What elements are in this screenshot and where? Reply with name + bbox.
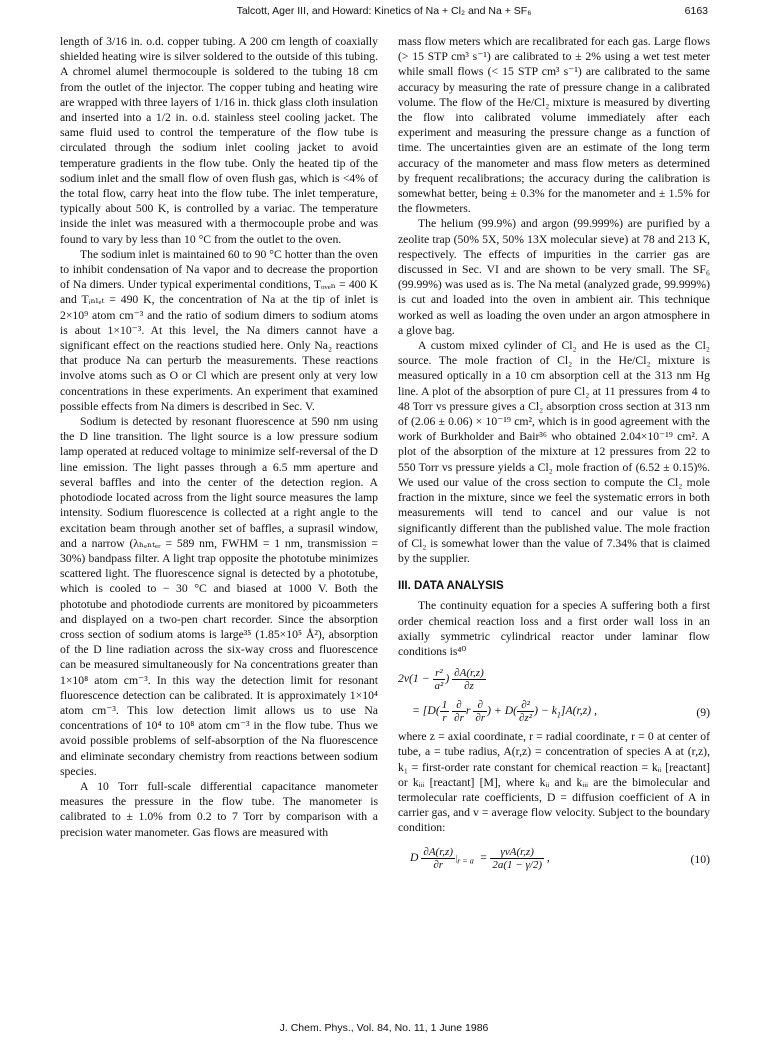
paragraph: mass flow meters which are recalibrated for each gas. Large flows (> 15 STP cm³ s⁻¹) are calibrated to ± 2% using a wet test meter while small flows (< 15 STP cm³ s⁻¹) are calibrated to the same accuracy by measuring the rate of pressure change in a calibrated volume. The flow of the He/Cl₂ mixture is measured by diverting the flow into calibrated volume immediately after each experiment and measuring the pressure change as a function of time. The uncertainties given are an estimate of the long term accuracy of the manometer and mass flow meters as determined by frequent recalibrations; the accuracy during the calibration is somewhat better, being ± 0.3% for the manometer and ± 1.5% for the flowmeters. — [398, 35, 710, 216]
paragraph: length of 3/16 in. o.d. copper tubing. A 200 cm length of coaxially shielded heating wire is silver soldered to the outside of this tubing. A chromel alumel thermocouple is soldered to the tubing 18 cm from the outlet of the injector. The copper tubing and heating wire are wrapped with three layers of 1/16 in. thick glass cloth insulation and inserted into a 1/2 in. o.d. stainless steel cooling jacket. The same fluid used to control the temperature of the flow tube is circulated through the sodium inlet cooling jacket to avoid temperature gradients in the flow tube. Only the heated tip of the sodium inlet and the small flow of oven flush gas, which is <4% of the total flow, carry heat into the flow tube. The inlet temperature, typically about 500 K, is controlled by a variac. The temperature inside the inlet was measured with a thermocouple probe and was found to vary by less than 10 °C from the outlet to the oven. — [60, 35, 378, 246]
equation-number: (9) — [696, 706, 710, 720]
paragraph: where z = axial coordinate, r = radial coordinate, r = 0 at center of tube, a = tube radius, A(r,z) = concentration of species A at (r,z), k₁ = first-order rate constant for chemical reaction = kᵢᵢ [reactant] or kᵢᵢᵢ [reactant] [M], where kᵢᵢ and kᵢᵢᵢ are the bimolecular and termolecular rate coefficients, D = diffusion coefficient of A in carrier gas, and v = average flow velocity. Subject to the boundary condition: — [398, 730, 710, 835]
footer-citation: J. Chem. Phys., Vol. 84, No. 11, 1 June 1986 — [279, 1022, 489, 1034]
paragraph: A custom mixed cylinder of Cl₂ and He is used as the Cl₂ source. The mole fraction of Cl₂ in the He/Cl₂ mixture is measured optically in a 10 cm absorption cell at the 313 nm Hg line. A plot of the absorption of pure Cl₂ at 11 pressures from 4 to 48 Torr vs pressure gives a Cl₂ absorption cross section at 313 nm of (2.06 ± 0.06) × 10⁻¹⁹ cm², which is in good agreement with the work of Burkholder and Bair³⁶ who obtained 2.04×10⁻¹⁹ cm². A plot of the absorption of the mixture at 12 pressures from 22 to 550 Torr vs pressure yields a Cl₂ mole fraction of (6.52 ± 0.15)%. We used our value of the cross section to compute the Cl₂ mole fraction in the mixture, since we feel the systematic errors in both measurements will tend to cancel and our value is not significantly different than the published value. The mole fraction of Cl₂ is somewhat lower than the value of 7.34% that is claimed by the supplier. — [398, 339, 710, 565]
equation-10: D $\frac{\partial A(r,z)}{\partial r}$ $|_{r = a}$ = $\frac{\text{γvA(r,z)}}{2a(1 - \gamma/2)}$ , (10) — [410, 845, 710, 871]
running-header — [60, 5, 708, 21]
equation-number: (10) — [690, 852, 710, 866]
page-number: 6163 — [684, 5, 708, 17]
left-column — [60, 34, 378, 840]
paragraph: Sodium is detected by resonant fluorescence at 590 nm using the D line transition. The light source is a low pressure sodium lamp operated at reduced voltage to minimize self-reversal of the D line emission. The light passes through a 6.5 mm aperture and several baffles and into the center of the detection region. A photodiode located across from the light source measures the lamp intensity. Sodium fluorescence is collected at a right angle to the excitation beam through another set of baffles, a suprasil window, and a narrow (λₕₑₙₜₑᵣ = 589 nm, FWHM = 1 nm, transmission = 30%) bandpass filter. A light trap opposite the phototube minimizes scattered light. The fluorescence signal is detected by a phototube, which is cooled to − 30 °C and biased at 1000 V. Both the phototube and photodiode currents are monitored by picoammeters and displayed on a two-pen chart recorder. Since the absorption cross section of sodium atoms is large³⁵ (1.85×10⁵ Å²), absorption of the D line radiation across the six-way cross and fluorescence can be measured simultaneously for Na concentrations greater than 1×10⁸ atom cm⁻³. In this way the detection limit for resonant fluorescence detection can be calibrated. It is approximately 1×10⁴ atom cm⁻³. This low detection limit allows us to use Na concentrations of 10⁴ to 10⁸ atom cm⁻³ in the flow tube. Thus we avoid possible problems of self-absorption of the Na fluorescence and eliminate secondary chemistry from reactions between sodium species. — [60, 415, 378, 778]
equation-9: 2v(1 − $\frac{\text{r²}}{\text{a²}}$ ) $\frac{\partial A(r,z)}{\partial z}$ = [D( $\frac{1}{r}$ $\frac{\partial}{\partial r}$ r $\frac{\partial}{\partial r}$ ) + D( $\frac{\text{∂²}}{\text{∂z²}}$ ) − $k_1]A(r,z)$ , (9) — [398, 667, 710, 725]
right-column — [398, 34, 710, 880]
paragraph: The sodium inlet is maintained 60 to 90 °C hotter than the oven to inhibit condensation of Na vapor and to decrease the proportion of Na dimers. Under typical experimental conditions, Tₒᵥₑₙ = 400 K and Tᵢₙₗₑₜ = 490 K, the concentration of Na at the tip of inlet is 2×10⁹ atom cm⁻³ and the ratio of sodium dimers to sodium atoms is about 1×10⁻³. At this level, the Na dimers cannot have a significant effect on the reactions studied here. Only Na₂ reactions that produce Na can perturb the measurements. These reactions involve atoms such as O or Cl which are present only at very low concentrations in these experiments. An experiment that examined possible effects from Na dimers is described in Sec. V. — [60, 247, 378, 413]
paragraph: The helium (99.9%) and argon (99.999%) are purified by a zeolite trap (50% 5X, 50% 13X molecular sieve) at 78 and 213 K, respectively. The effects of impurities in the carrier gas are discussed in Sec. VI and are shown to be very small. The SF₆ (99.99%) was used as is. The Na metal (analyzed grade, 99.999%) is cut and loaded into the oven in ambient air. This technique worked as well as loading the oven under an argon atmosphere in a glove bag. — [398, 217, 710, 337]
section-heading: III. DATA ANALYSIS — [398, 580, 504, 593]
paragraph: A 10 Torr full-scale differential capacitance manometer measures the pressure in the flow tube. The manometer is calibrated to ± 1.0% from 0.2 to 7 Torr by comparison with a precision water manometer. Gas flows are measured with — [60, 779, 378, 839]
paragraph: The continuity equation for a species A suffering both a first order chemical reaction loss and a first order wall loss in an axially symmetric cylindrical reactor under laminar flow conditions is⁴⁰ — [398, 599, 710, 658]
running-title: Talcott, Ager III, and Howard: Kinetics of Na + Cl₂ and Na + SF₆ — [236, 5, 532, 17]
